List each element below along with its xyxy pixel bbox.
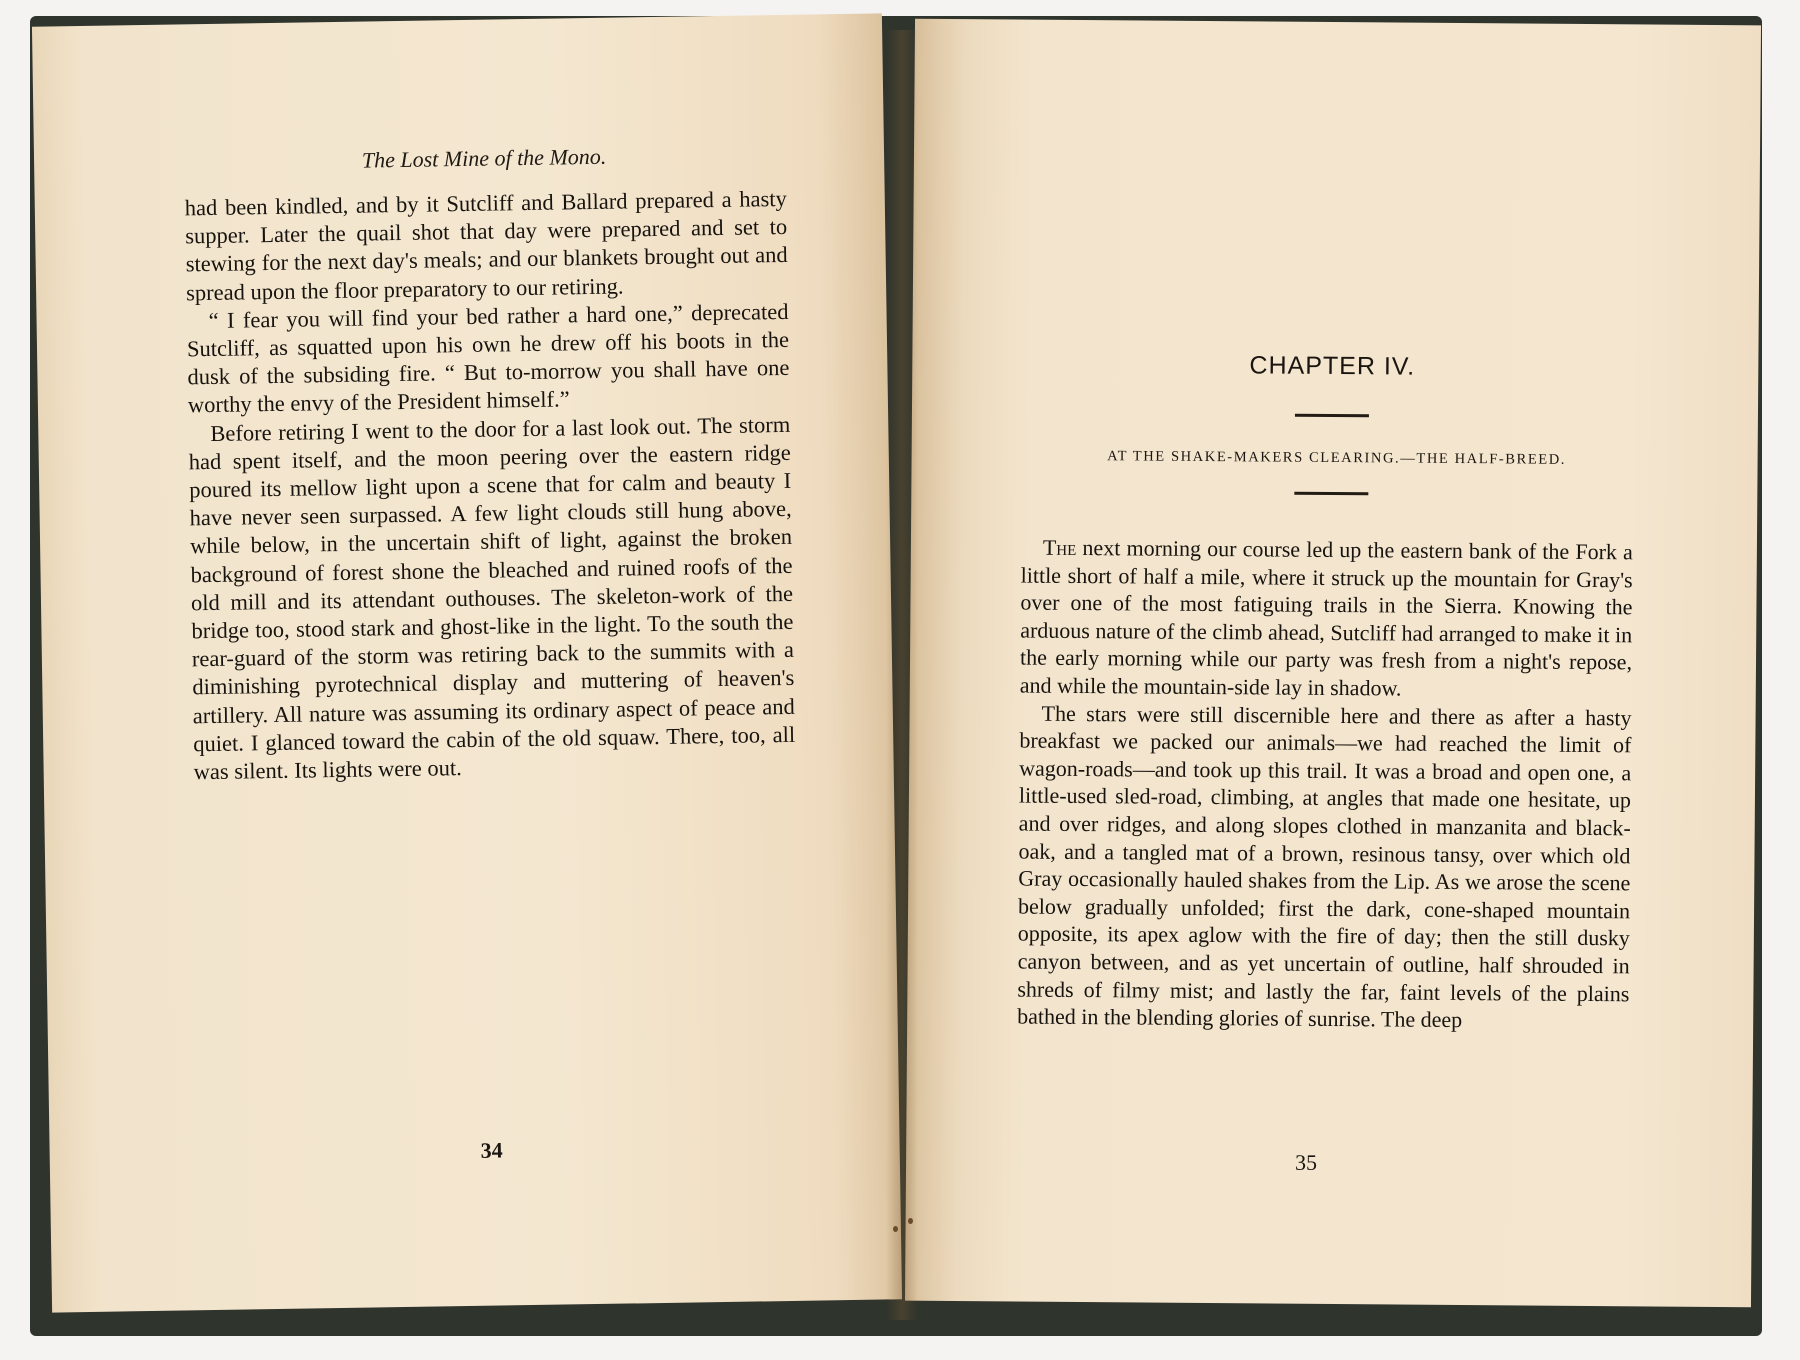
lead-word: The xyxy=(1042,534,1077,560)
chapter-rule-top xyxy=(1295,414,1369,418)
chapter-rule-bottom xyxy=(1294,492,1368,496)
paragraph-text: next morning our course led up the eastern bank of the Fork a little short of half a mile, where it struck up the mountain for Gray's over one of the most fatiguing trails in the Sierra. Knowing the arduous nature of the climb ahead, Sutcliff had arranged to make it in the early morning while our party was fresh from a night's repose, and while the mountain-side lay in shadow. xyxy=(1019,534,1633,701)
running-head: The Lost Mine of the Mono. xyxy=(361,143,607,173)
paragraph: had been kindled, and by it Sutcliff and Ballard prepared a hasty supper. Later the quail shot that day were prepared and set to stewing for the next day's meals; and our blankets brought out and spread upon the floor preparatory to our retiring. xyxy=(184,185,788,305)
paragraph: The stars were still discernible here and there as after a hasty breakfast we packed our animals—we had reached the limit of wagon-roads—and took up this trail. It was a broad and open one, a little-used sled-road, climbing, at angles that made one hesitate, up and over ridges, and along slopes clothed in manzanita and black-oak, and a tangled mat of a brown, resinous tansy, over which old Gray occasionally hauled shakes from the Lip. As we arose the scene below gradually unfolded; first the dark, cone-shaped mountain opposite, its apex aglow with the fire of day; then the still dusky canyon between, and as yet uncertain of outline, half shrouded in shreds of filmy mist; and lastly the far, faint levels of the plains bathed in the blending glories of sunrise. The deep xyxy=(1017,700,1632,1033)
chapter-subtitle: AT THE SHAKE-MAKERS CLEARING.—THE HALF-BREED. xyxy=(1107,448,1567,468)
page-number: 35 xyxy=(1294,1149,1318,1175)
paragraph xyxy=(1020,534,1633,704)
right-page-text xyxy=(1017,534,1633,1035)
paragraph: “ I fear you will find your bed rather a hard one,” deprecated Sutcliff, as squatted upon his own he drew off his boots in the dusk of the subsiding fire. “ But to-morrow you shall have one worthy the envy of the President himself.” xyxy=(186,298,790,418)
right-page xyxy=(905,19,1761,1308)
paper-spot xyxy=(893,1226,898,1232)
paper-spot xyxy=(908,1218,913,1224)
left-page xyxy=(32,13,902,1312)
chapter-title: CHAPTER IV. xyxy=(1249,351,1416,381)
page-number: 34 xyxy=(480,1137,503,1163)
book-gutter xyxy=(886,30,918,1320)
left-page-text xyxy=(185,185,796,787)
paragraph: Before retiring I went to the door for a last look out. The storm had spent itself, and the moon peering over the eastern ridge poured its mellow light upon a scene that for calm and beauty I have never seen surpassed. A few light clouds still hung above, while below, in the uncertain shift of light, against the broken background of forest shone the bleached and ruined roofs of the old mill and its attendant outhouses. The skeleton-work of the bridge too, stood stark and ghost-like in the light. To the south the rear-guard of the storm was retiring back to the summits with a diminishing pyrotechnical display and muttering of heaven's artillery. All nature was assuming its ordinary aspect of peace and quiet. I glanced toward the cabin of the old squaw. There, too, all was silent. Its lights were out. xyxy=(188,411,796,785)
